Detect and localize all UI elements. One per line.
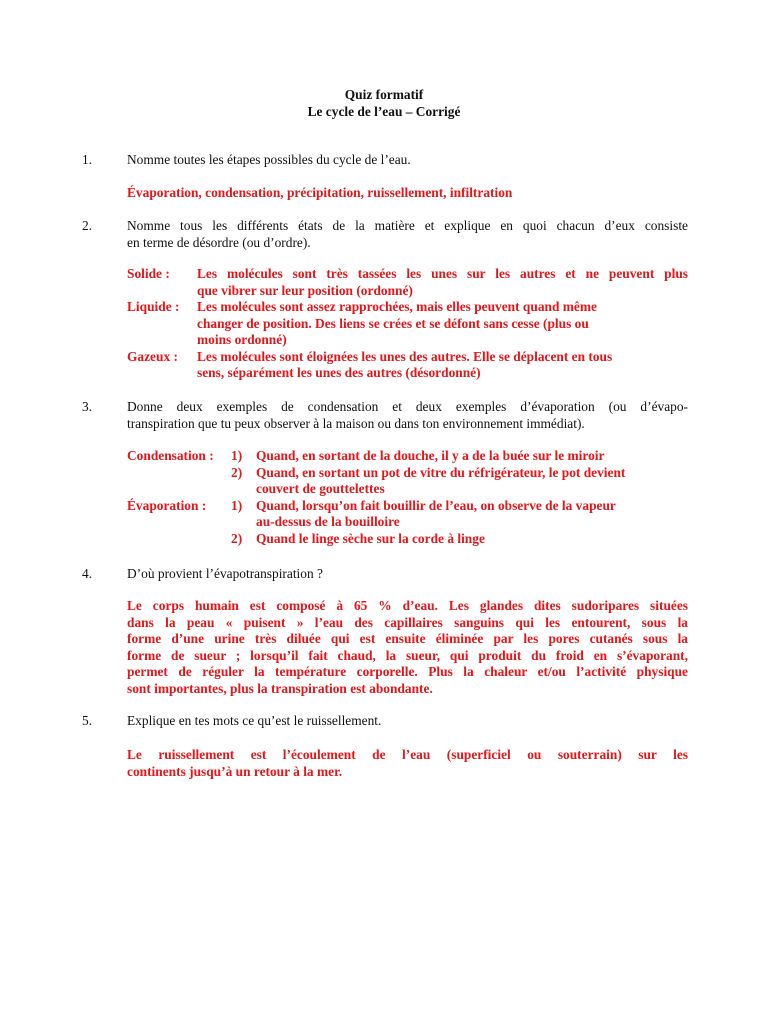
question-number: 1. [82, 152, 93, 167]
question-text [127, 399, 688, 432]
example-number: 2) [231, 464, 243, 480]
question-line: Nomme tous les différents états de la matière et explique en quoi chacun d’eux consiste [127, 218, 688, 233]
question-text [127, 218, 688, 251]
example-row [127, 465, 688, 482]
question-text: Nomme toutes les étapes possibles du cycle de l’eau. [127, 152, 411, 167]
condensation-label: Condensation : [127, 448, 214, 463]
example-line: au-dessus de la bouilloire [256, 514, 400, 529]
states-answer [127, 266, 688, 382]
state-line: Les molécules sont éloignées les unes des autres. Elle se déplacent en tous [197, 348, 613, 364]
state-line: changer de position. Des liens se crées et se défont sans cesse (plus ou [197, 315, 589, 331]
state-line: Les molécules sont assez rapprochées, mais elles peuvent quand même [197, 299, 597, 314]
answer-text [127, 598, 688, 697]
state-row [127, 332, 688, 349]
state-row [127, 266, 688, 283]
question-text: D’où provient l’évapotranspiration ? [127, 566, 323, 581]
state-row [127, 365, 688, 382]
state-line: sens, séparément les unes des autres (désordonné) [197, 365, 481, 380]
answer-text: Évaporation, condensation, précipitation, ruissellement, infiltration [127, 185, 513, 200]
example-number: 1) [231, 448, 243, 463]
answer-line: Le ruissellement est l’écoulement de l’eau (superficiel ou souterrain) sur les [127, 747, 688, 762]
answer-line: permet de réguler la température corporelle. Plus la chaleur et/ou l’activité physique [127, 664, 688, 679]
state-row [127, 349, 688, 366]
example-line: Quand, en sortant de la douche, il y a de la buée sur le miroir [256, 448, 605, 463]
example-row [127, 498, 688, 515]
question-line: en terme de désordre (ou d’ordre). [127, 234, 311, 250]
example-line: Quand, en sortant un pot de vitre du réfrigérateur, le pot devient [256, 464, 626, 480]
state-line: moins ordonné) [197, 332, 287, 347]
evaporation-label: Évaporation : [127, 497, 207, 513]
examples-answer [127, 448, 688, 547]
question-number: 2. [82, 218, 93, 233]
question-line: transpiration que tu peux observer à la maison ou dans ton environnement immédiat). [127, 415, 585, 431]
example-row [127, 448, 688, 465]
question-number: 3. [82, 399, 93, 414]
example-line: Quand, lorsqu’on fait bouillir de l’eau, on observe de la vapeur [256, 497, 616, 513]
state-row [127, 316, 688, 333]
state-row [127, 283, 688, 300]
state-label: Solide : [127, 266, 170, 281]
example-row [127, 514, 688, 531]
example-row [127, 481, 688, 498]
state-line: que vibrer sur leur position (ordonné) [197, 282, 413, 298]
question-number: 5. [82, 713, 93, 728]
document-header [0, 87, 768, 120]
document-subtitle: Le cycle de l’eau – Corrigé [307, 103, 461, 119]
answer-line: dans la peau « puisent » l’eau des capillaires sanguins qui les entourent, sous la [127, 614, 688, 630]
question-text: Explique en tes mots ce qu’est le ruissellement. [127, 713, 382, 728]
state-line: Les molécules sont très tassées les unes sur les autres et ne peuvent plus [197, 266, 688, 281]
state-label: Liquide : [127, 299, 180, 314]
answer-line: forme de sueur ; lorsqu’il fait chaud, la sueur, qui produit du froid en s’évaporant, [127, 647, 688, 663]
example-number: 1) [231, 497, 243, 513]
answer-text [127, 747, 688, 780]
state-label: Gazeux : [127, 348, 178, 364]
example-line: couvert de gouttelettes [256, 481, 385, 496]
example-line: Quand le linge sèche sur la corde à linge [256, 530, 485, 546]
example-row [127, 531, 688, 548]
state-row [127, 299, 688, 316]
document-title: Quiz formatif [344, 87, 424, 102]
example-number: 2) [231, 530, 243, 546]
answer-line: continents jusqu’à un retour à la mer. [127, 763, 343, 779]
answer-line: Le corps humain est composé à 65 % d’eau. Les glandes dites sudoripares situées [127, 598, 688, 613]
answer-line: sont importantes, plus la transpiration est abondante. [127, 680, 433, 696]
question-number: 4. [82, 566, 93, 581]
question-line: Donne deux exemples de condensation et deux exemples d’évaporation (ou d’évapo- [127, 399, 688, 414]
answer-line: forme d’une urine très diluée qui est ensuite éliminée par les pores cutanés sous la [127, 631, 688, 646]
